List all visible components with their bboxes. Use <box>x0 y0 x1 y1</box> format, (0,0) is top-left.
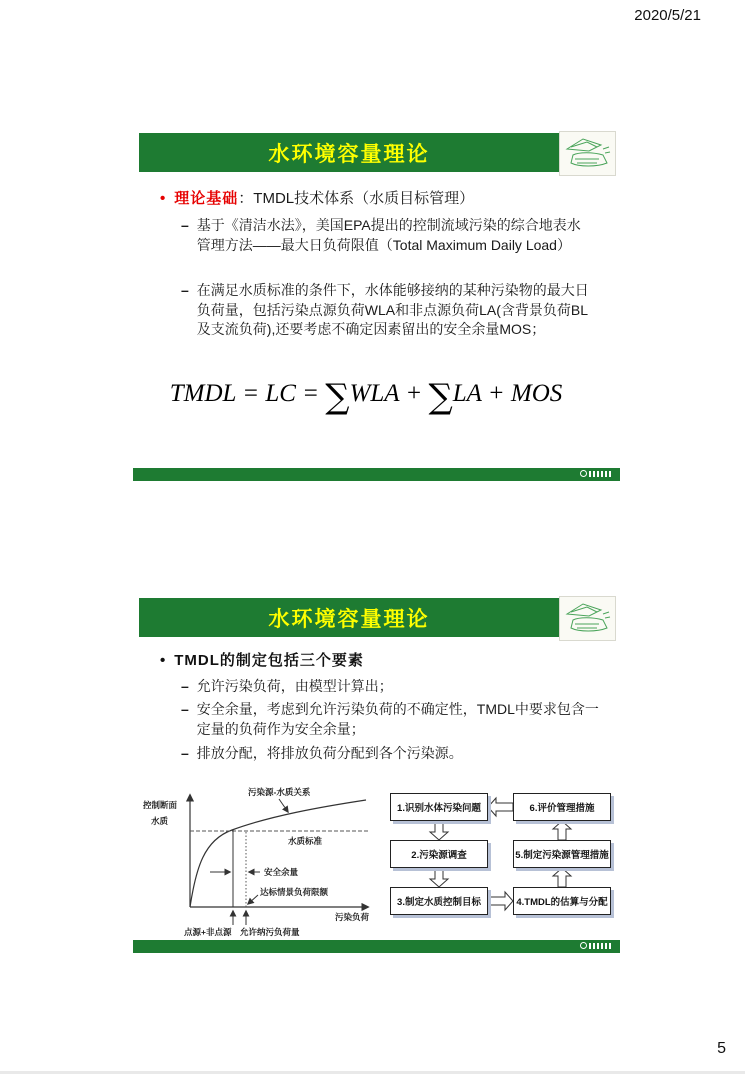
y-axis-label: 控制断面 <box>143 800 178 810</box>
slide1-footer-bar <box>133 468 620 481</box>
flow-step-4: 4.TMDL的估算与分配 <box>513 887 611 915</box>
curve-pointer-arrow <box>279 799 288 812</box>
flow-step-5: 5.制定污染源管理措施 <box>513 840 611 868</box>
slide2-title-bar <box>139 598 559 637</box>
slide2-sub-bullet-1 <box>181 677 597 697</box>
sum-symbol: ∑ <box>325 377 350 417</box>
formula-term: WLA <box>349 380 400 407</box>
slide2-title: 水环境容量理论 <box>268 607 430 631</box>
formula-term: MOS <box>510 380 563 407</box>
curve-label: 污染源-水质关系 <box>248 787 311 797</box>
plus-sign: + <box>487 380 505 407</box>
x-axis-label: 污染负荷 <box>335 912 370 922</box>
flow-step-2: 2.污染源调查 <box>390 840 488 868</box>
slide1-logo-box <box>559 131 616 176</box>
quota-label: 达标情景负荷限额 <box>260 887 329 897</box>
quota-arrow <box>248 895 258 904</box>
dash-marker: – <box>181 217 189 233</box>
page-number: 5 <box>717 1040 726 1057</box>
point-source-label: 点源+非点源 <box>184 927 232 937</box>
arrow-left-6-1 <box>488 798 513 816</box>
bullet-text: ：TMDL技术体系（水质目标管理） <box>238 190 475 207</box>
flow-step-3: 3.制定水质控制目标 <box>390 887 488 915</box>
sub-bullet-text: 允许污染负荷，由模型计算出； <box>196 678 393 694</box>
load-quality-curve-diagram <box>138 783 378 938</box>
sum-symbol: ∑ <box>428 377 453 417</box>
arrow-up-5-6 <box>553 821 571 840</box>
arrow-down-2-3 <box>430 868 448 887</box>
page-date: 2020/5/21 <box>634 7 701 24</box>
standard-label: 水质标准 <box>288 836 323 846</box>
sketch-logo-icon <box>563 135 613 173</box>
slide2-logo-box <box>559 596 616 641</box>
slide-2 <box>0 560 745 980</box>
plus-sign: + <box>405 380 423 407</box>
arrow-down-1-2 <box>430 821 448 840</box>
margin-label: 安全余量 <box>264 867 299 877</box>
slide1-main-bullet <box>160 189 600 209</box>
slide-1 <box>0 0 745 500</box>
tmdl-flowchart <box>385 783 618 935</box>
dash-marker: – <box>181 701 189 717</box>
arrow-right-3-4 <box>488 892 513 910</box>
flow-step-6: 6.评价管理措施 <box>513 793 611 821</box>
sub-bullet-text: 在满足水质标准的条件下，水体能够接纳的某种污染物的最大日负荷量，包括污染点源负荷WLA和非点源负荷LA(含背景负荷BL及支流负荷),还要考虑不确定因素留出的安全余量MOS； <box>196 282 589 337</box>
allowed-load-label: 允许纳污负荷量 <box>240 927 300 937</box>
formula-term: LA <box>452 380 482 407</box>
slide2-sub-bullet-3 <box>181 744 601 764</box>
bullet-marker: • <box>160 652 166 669</box>
y-axis-label-2: 水质 <box>151 816 169 826</box>
slide1-sub-bullet-1 <box>181 216 593 255</box>
footer-logo-icon <box>580 470 611 477</box>
arrow-up-4-5 <box>553 868 571 887</box>
sub-bullet-text: 基于《清洁水法》，美国EPA提出的控制流域污染的综合地表水管理方法——最大日负荷限值（Total Maximum Daily Load） <box>196 217 581 253</box>
slide1-title: 水环境容量理论 <box>268 142 430 166</box>
slide1-title-bar <box>139 133 559 172</box>
flow-step-1: 1.识别水体污染问题 <box>390 793 488 821</box>
heading-text: TMDL的制定包括三个要素 <box>174 652 364 669</box>
bullet-label: 理论基础 <box>174 190 239 207</box>
slide2-heading <box>160 651 600 671</box>
sketch-logo-icon <box>563 600 613 638</box>
slide2-sub-bullet-2 <box>181 700 601 739</box>
formula-lhs: TMDL = LC = <box>169 380 320 407</box>
bullet-marker: • <box>160 190 166 207</box>
sub-bullet-text: 安全余量，考虑到允许污染负荷的不确定性，TMDL中要求包含一定量的负荷作为安全余量； <box>196 701 599 737</box>
footer-logo-icon <box>580 942 611 949</box>
sub-bullet-text: 排放分配，将排放负荷分配到各个污染源。 <box>196 745 463 761</box>
tmdl-formula <box>146 377 586 417</box>
dash-marker: – <box>181 678 189 694</box>
slide1-sub-bullet-2 <box>181 281 597 340</box>
dash-marker: – <box>181 282 189 298</box>
slide2-footer-bar <box>133 940 620 953</box>
dash-marker: – <box>181 745 189 761</box>
